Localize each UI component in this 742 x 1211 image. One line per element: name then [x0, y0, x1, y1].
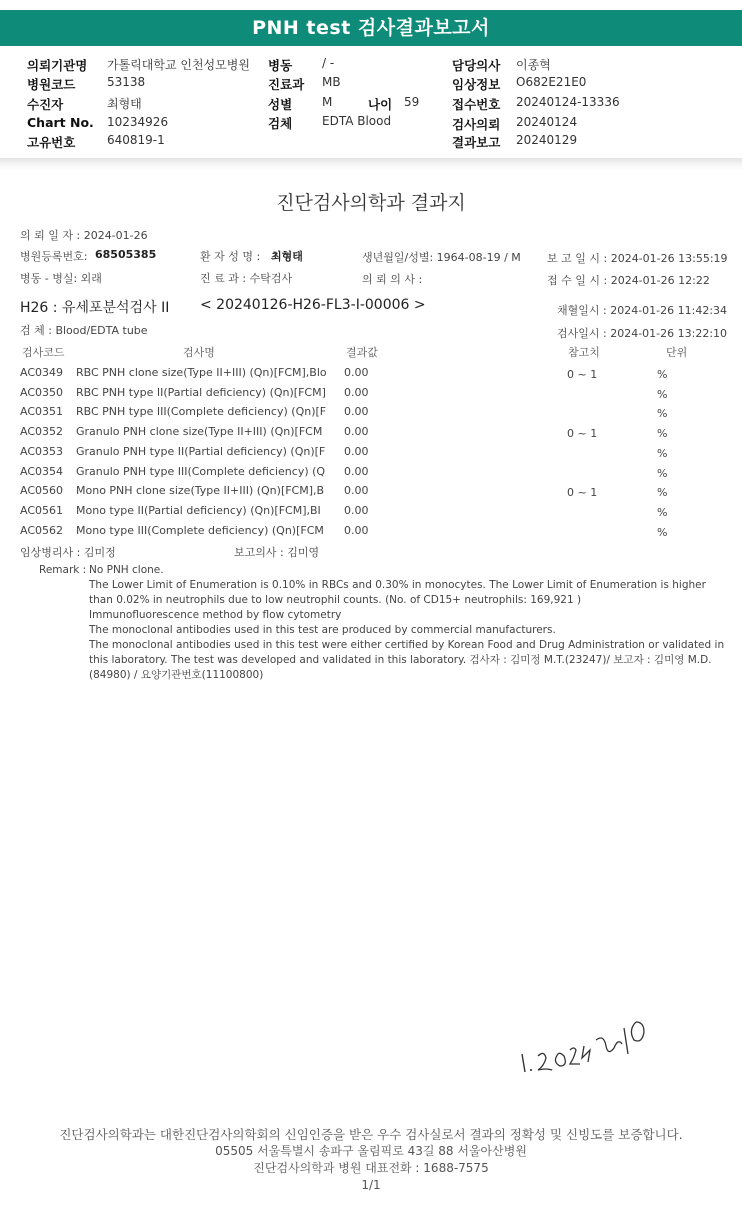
reporting-doctor: 보고의사 : 김미영	[234, 546, 320, 559]
table-row	[0, 425, 742, 445]
row-result: 0.00	[344, 405, 369, 419]
col-header-code: 검사코드	[22, 346, 65, 359]
row-test-name: Granulo PNH type II(Partial deficiency) (Qn)[F	[76, 444, 326, 458]
section-divider	[0, 158, 742, 170]
row-code: AC0350	[20, 385, 64, 399]
footer-address: 05505 서울특별시 송파구 올림픽로 43길 88 서울아산병원	[215, 1144, 527, 1158]
value-unique-no: 640819-1	[107, 133, 165, 147]
table-row	[0, 465, 742, 485]
row-ref-range: 0 ~ 1	[567, 427, 598, 441]
table-row	[0, 484, 742, 504]
patient-label: 환 자 성 명 :	[200, 250, 261, 263]
row-code: AC0562	[20, 523, 64, 537]
row-test-name: Mono PNH clone size(Type II+III) (Qn)[FCM],B	[76, 484, 325, 498]
value-clinical-info: O682E21E0	[516, 75, 587, 89]
page-number: 1/1	[361, 1178, 381, 1192]
col-header-unit: 단위	[666, 346, 688, 359]
dob-sex: 생년월일/성별: 1964-08-19 / M	[362, 251, 521, 264]
value-requesting-institution: 가톨릭대학교 인천성모병원	[107, 58, 250, 72]
value-specimen: EDTA Blood	[322, 114, 392, 128]
row-unit: %	[657, 446, 668, 460]
patient-value: 최형태	[271, 250, 303, 263]
row-unit: %	[657, 525, 668, 539]
label-attending-doctor: 담당의사	[452, 58, 501, 73]
row-test-name: RBC PNH type II(Partial deficiency) (Qn)[FCM]	[76, 385, 326, 399]
label-test-request: 검사의뢰	[452, 117, 501, 132]
remark-line: The Lower Limit of Enumeration is 0.10% in RBCs and 0.30% in monocytes. The Lower Limit of Enumeration is higher than 0.02% in neutrophils due to low neutrophil counts. (No. of CD15+ neutrophils: 169,921 )	[89, 579, 706, 606]
value-sex: M	[322, 95, 333, 109]
label-sex: 성별	[268, 97, 293, 112]
results-table-header	[0, 344, 742, 364]
row-code: AC0354	[20, 464, 64, 478]
row-test-name: RBC PNH clone size(Type II+III) (Qn)[FCM],Blo	[76, 366, 327, 379]
request-date: 의 뢰 일 자 : 2024-01-26	[20, 229, 148, 242]
footer-contact: 진단검사의학과 병원 대표전화 : 1688-7575	[253, 1161, 489, 1175]
row-result: 0.00	[344, 444, 369, 458]
value-examinee: 최형태	[107, 97, 142, 111]
row-result: 0.00	[344, 366, 369, 379]
report-banner-title: PNH test 검사결과보고서	[0, 10, 742, 46]
collection-datetime: 채혈일시 : 2024-01-26 11:42:34	[557, 304, 728, 317]
label-unique-no: 고유번호	[27, 135, 76, 150]
row-result: 0.00	[344, 523, 369, 537]
row-result: 0.00	[344, 385, 369, 399]
value-test-request: 20240124	[516, 115, 578, 129]
table-row	[0, 504, 742, 524]
label-chart-no: Chart No.	[27, 115, 94, 130]
table-row	[0, 405, 742, 425]
row-test-name: Mono type III(Complete deficiency) (Qn)[FCM	[76, 523, 324, 537]
row-test-name: RBC PNH type III(Complete deficiency) (Qn)[F	[76, 405, 327, 419]
row-ref-range: 0 ~ 1	[567, 368, 598, 381]
row-code: AC0353	[20, 444, 64, 458]
value-receipt-no: 20240124-13336	[516, 95, 620, 109]
value-age: 59	[404, 95, 420, 109]
row-test-name: Granulo PNH clone size(Type II+III) (Qn)[FCM	[76, 425, 323, 439]
test-id: < 20240126-H26-FL3-I-00006 >	[200, 297, 426, 313]
label-examinee: 수진자	[27, 97, 64, 112]
row-unit: %	[657, 368, 668, 381]
row-result: 0.00	[344, 484, 369, 498]
label-receipt-no: 접수번호	[452, 97, 501, 112]
referring-doctor: 의 뢰 의 사 :	[362, 273, 423, 286]
row-unit: %	[657, 466, 668, 480]
report-datetime: 보 고 일 시 : 2024-01-26 13:55:19	[547, 252, 728, 265]
remark-line: The monoclonal antibodies used in this test were either certified by Korean Food and Drug Administration or validated in this laboratory. The test was developed and validated in this laboratory. 검사자 : 김미정 M.T.(23247)/ 보고자 : 김미영 M.D.(84980) / 요양기관번호(11100800)	[89, 639, 725, 681]
label-clinical-info: 임상정보	[452, 77, 501, 92]
row-unit: %	[657, 387, 668, 401]
remark-line: The monoclonal antibodies used in this test are produced by commercial manufacturers.	[89, 624, 556, 636]
exam-datetime: 검사일시 : 2024-01-26 13:22:10	[557, 327, 728, 340]
value-result-report: 20240129	[516, 133, 578, 147]
row-result: 0.00	[344, 464, 369, 478]
clinical-pathologist: 임상병리사 : 김미정	[20, 546, 116, 559]
row-result: 0.00	[344, 425, 369, 439]
footer-certification: 진단검사의학과는 대한진단검사의학회의 신임인증을 받은 우수 검사실로서 결과의 정확성 및 신빙도를 보증합니다.	[59, 1127, 683, 1142]
receipt-datetime: 접 수 일 시 : 2024-01-26 12:22	[547, 274, 710, 287]
label-specimen: 검체	[268, 116, 293, 131]
table-row	[0, 445, 742, 465]
col-header-name: 검사명	[183, 346, 215, 359]
row-code: AC0561	[20, 503, 64, 517]
label-ward: 병동	[268, 58, 293, 73]
value-department: MB	[322, 75, 341, 89]
label-result-report: 결과보고	[452, 135, 501, 150]
reg-no-value: 68505385	[95, 248, 157, 261]
row-unit: %	[657, 407, 668, 421]
dept: 진 료 과 : 수탁검사	[200, 272, 293, 285]
row-code: AC0349	[20, 366, 64, 379]
remark-body	[89, 563, 731, 683]
handwritten-signature	[516, 1010, 656, 1080]
ward-room: 병동 - 병실: 외래	[20, 272, 102, 285]
col-header-ref: 참고치	[568, 346, 600, 359]
label-hospital-code: 병원코드	[27, 77, 76, 92]
report-title: 진단검사의학과 결과지	[276, 192, 466, 214]
value-ward: / -	[322, 56, 335, 70]
row-unit: %	[657, 486, 668, 500]
reg-no-label: 병원등록번호:	[20, 250, 88, 263]
specimen-line: 검 체 : Blood/EDTA tube	[20, 324, 148, 337]
row-unit: %	[657, 505, 668, 519]
test-name: H26 : 유세포분석검사 II	[20, 300, 170, 316]
label-requesting-institution: 의뢰기관명	[27, 58, 88, 73]
value-attending-doctor: 이종혁	[516, 58, 551, 72]
remark-label: Remark :	[39, 564, 87, 576]
row-test-name: Mono type II(Partial deficiency) (Qn)[FCM],BI	[76, 503, 321, 517]
table-row	[0, 524, 742, 544]
remark-line: Immunofluorescence method by flow cytometry	[89, 609, 342, 621]
row-code: AC0352	[20, 425, 64, 439]
row-unit: %	[657, 427, 668, 441]
table-row	[0, 366, 742, 386]
row-result: 0.00	[344, 503, 369, 517]
value-hospital-code: 53138	[107, 75, 146, 89]
row-code: AC0560	[20, 484, 64, 498]
col-header-result: 결과값	[346, 346, 378, 359]
row-test-name: Granulo PNH type III(Complete deficiency) (Q	[76, 464, 326, 478]
row-code: AC0351	[20, 405, 64, 419]
remark-line: No PNH clone.	[89, 564, 164, 576]
table-row	[0, 386, 742, 406]
label-age: 나이	[368, 97, 393, 112]
label-department: 진료과	[268, 77, 305, 92]
value-chart-no: 10234926	[107, 115, 169, 129]
row-ref-range: 0 ~ 1	[567, 486, 598, 500]
